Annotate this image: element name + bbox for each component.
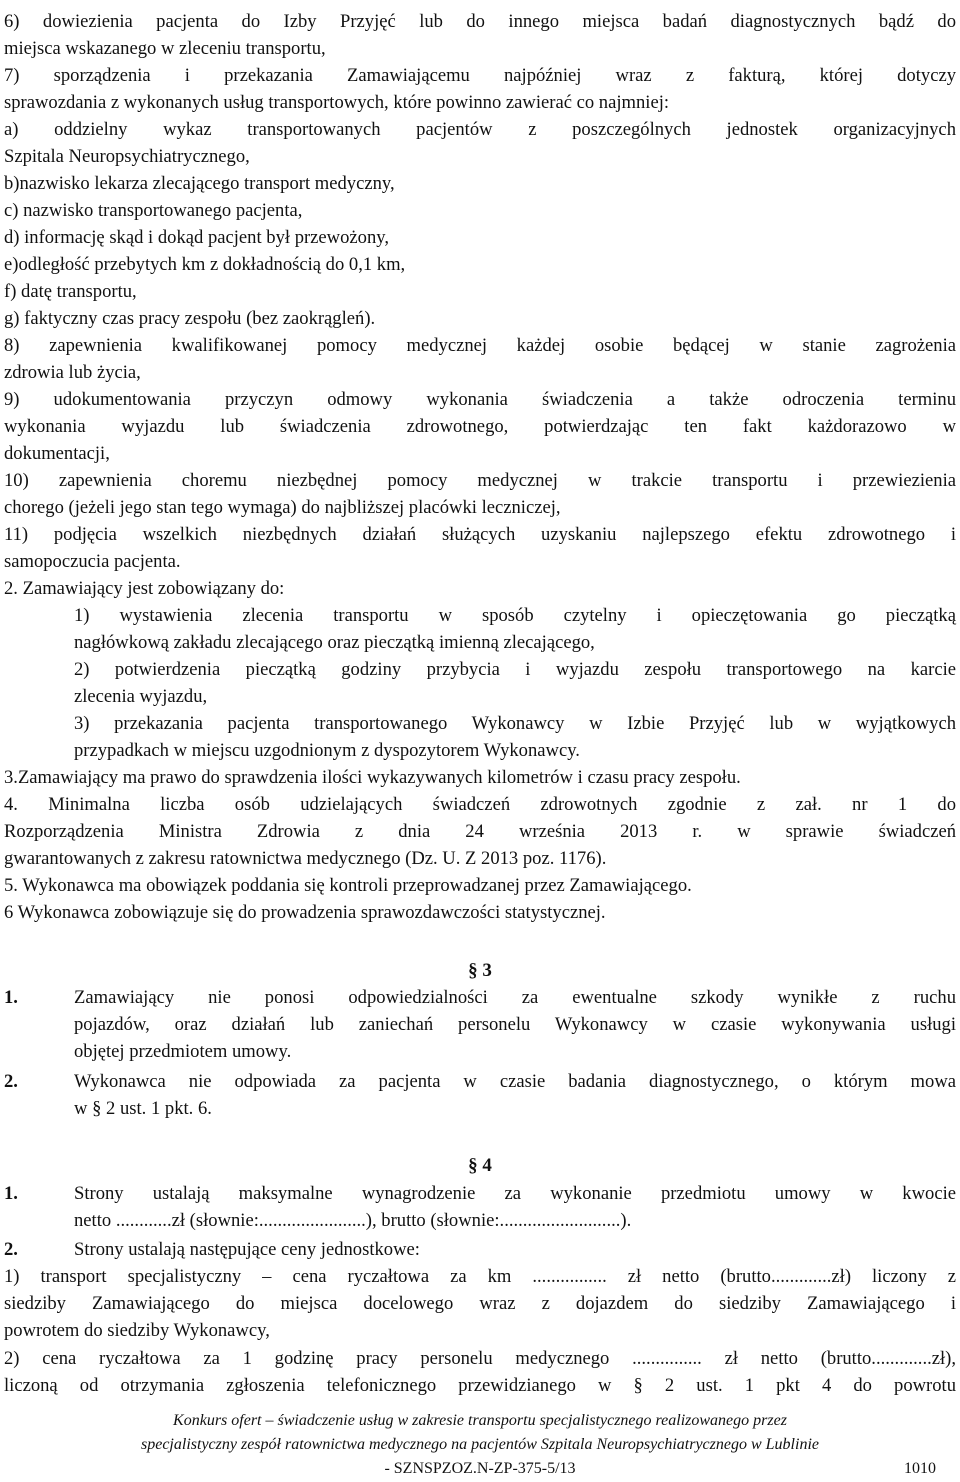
text-line: 2) cena ryczałtowa za 1 godzinę pracy personelu medycznego ............... zł netto (brutto.............zł), [4,1348,956,1369]
text-line: 5. Wykonawca ma obowiązek poddania się kontroli przeprowadzanej przez Zamawiającego. [4,875,692,896]
text-line: Rozporządzenia Ministra Zdrowia z dnia 24 września 2013 r. w sprawie świadczeń [4,821,956,842]
text-line: 2) potwierdzenia pieczątką godziny przybycia i wyjazdu zespołu transportowego na karcie [74,659,956,680]
item-text: Strony ustalają następujące ceny jednostkowe: [74,1239,420,1260]
text-line: a) oddzielny wykaz transportowanych pacjentów z poszczególnych jednostek organizacyjnych [4,119,956,140]
text-line: sprawozdania z wykonanych usług transportowych, które powinno zawierać co najmniej: [4,92,670,113]
text-line: pojazdów, oraz działań lub zaniechań personelu Wykonawcy w czasie wykonywania usługi [74,1014,956,1035]
footer-line: - SZNSPZOZ.N-ZP-375-5/13 [384,1460,576,1477]
text-line: powrotem do siedziby Wykonawcy, [4,1320,270,1341]
text-line: 4. Minimalna liczba osób udzielających świadczeń zdrowotnych zgodnie z zał. nr 1 do [4,794,956,815]
item-number: 1. [4,1183,18,1204]
text-line: d) informację skąd i dokąd pacjent był przewożony, [4,227,389,248]
text-line: miejsca wskazanego w zleceniu transportu, [4,38,326,59]
text-line: g) faktyczny czas pracy zespołu (bez zaokrągleń). [4,308,376,329]
text-line: 10) zapewnienia choremu niezbędnej pomocy medycznej w trakcie transportu i przewiezienia [4,470,956,491]
text-line: 7) sporządzenia i przekazania Zamawiającemu najpóźniej wraz z fakturą, której dotyczy [4,65,956,86]
section-heading: § 4 [468,1155,492,1176]
text-line: siedziby Zamawiającego do miejsca docelowego wraz z dojazdem do siedziby Zamawiającego i [4,1293,956,1314]
text-line: 6) dowiezienia pacjenta do Izby Przyjęć lub do innego miejsca badań diagnostycznych bądź do [4,11,956,32]
text-line: b)nazwisko lekarza zlecającego transport medyczny, [4,173,395,194]
item-number: 2. [4,1239,18,1260]
section-heading: § 3 [468,960,492,981]
text-line: nagłówkową zakładu zlecającego oraz pieczątką imienną zlecającego, [74,632,595,653]
text-line: objętej przedmiotem umowy. [74,1041,292,1062]
text-line: dokumentacji, [4,443,110,464]
text-line: chorego (jeżeli jego stan tego wymaga) do najbliższej placówki leczniczej, [4,497,561,518]
item-text: Wykonawca nie odpowiada za pacjenta w czasie badania diagnostycznego, o którym mowa [74,1071,956,1092]
text-line: 1) transport specjalistyczny – cena ryczałtowa za km ................ zł netto (brutto.............zł) liczony z [4,1266,956,1287]
text-line: samopoczucia pacjenta. [4,551,181,572]
footer-line: Konkurs ofert – świadczenie usług w zakresie transportu specjalistycznego realizowanego przez [173,1412,787,1429]
text-line: zdrowia lub życia, [4,362,141,383]
text-line: zlecenia wyjazdu, [74,686,208,707]
item-text: Strony ustalają maksymalne wynagrodzenie za wykonanie przedmiotu umowy w kwocie [74,1183,956,1204]
text-line: 6 Wykonawca zobowiązuje się do prowadzenia sprawozdawczości statystycznej. [4,902,606,923]
footer-line: specjalistyczny zespół ratownictwa medycznego na pacjentów Szpitala Neuropsychiatrycznego w Lublinie [141,1436,819,1453]
text-line: 1) wystawienia zlecenia transportu w sposób czytelny i opieczętowania go pieczątką [74,605,956,626]
text-line: f) datę transportu, [4,281,137,302]
text-line: wykonania wyjazdu lub świadczenia zdrowotnego, potwierdzając ten fakt każdorazowo w [4,416,956,437]
text-line: 8) zapewnienia kwalifikowanej pomocy medycznej każdej osobie będącej w stanie zagrożenia [4,335,956,356]
text-line: 3) przekazania pacjenta transportowanego Wykonawcy w Izbie Przyjęć lub w wyjątkowych [74,713,956,734]
text-line: netto ............zł (słownie:.......................), brutto (słownie:..........................). [74,1210,632,1231]
text-line: gwarantowanych z zakresu ratownictwa medycznego (Dz. U. Z 2013 poz. 1176). [4,848,607,869]
text-line: c) nazwisko transportowanego pacjenta, [4,200,303,221]
text-line: Szpitala Neuropsychiatrycznego, [4,146,250,167]
item-number: 1. [4,987,18,1008]
text-line: przypadkach w miejscu uzgodnionym z dyspozytorem Wykonawcy. [74,740,580,761]
text-line: liczoną od otrzymania zgłoszenia telefonicznego przewidzianego w § 2 ust. 1 pkt 4 do powrotu [4,1375,956,1396]
text-line: e)odległość przebytych km z dokładnością do 0,1 km, [4,254,406,275]
text-line: 2. Zamawiający jest zobowiązany do: [4,578,285,599]
page-number: 1010 [904,1460,936,1477]
text-line: 11) podjęcia wszelkich niezbędnych działań służących uzyskaniu najlepszego efektu zdrowotnego i [4,524,956,545]
text-line: w § 2 ust. 1 pkt. 6. [74,1098,212,1119]
item-number: 2. [4,1071,18,1092]
text-line: 3.Zamawiający ma prawo do sprawdzenia ilości wykazywanych kilometrów i czasu pracy zespołu. [4,767,741,788]
text-line: 9) udokumentowania przyczyn odmowy wykonania świadczenia a także odroczenia terminu [4,389,956,410]
item-text: Zamawiający nie ponosi odpowiedzialności za ewentualne szkody wynikłe z ruchu [74,987,956,1008]
